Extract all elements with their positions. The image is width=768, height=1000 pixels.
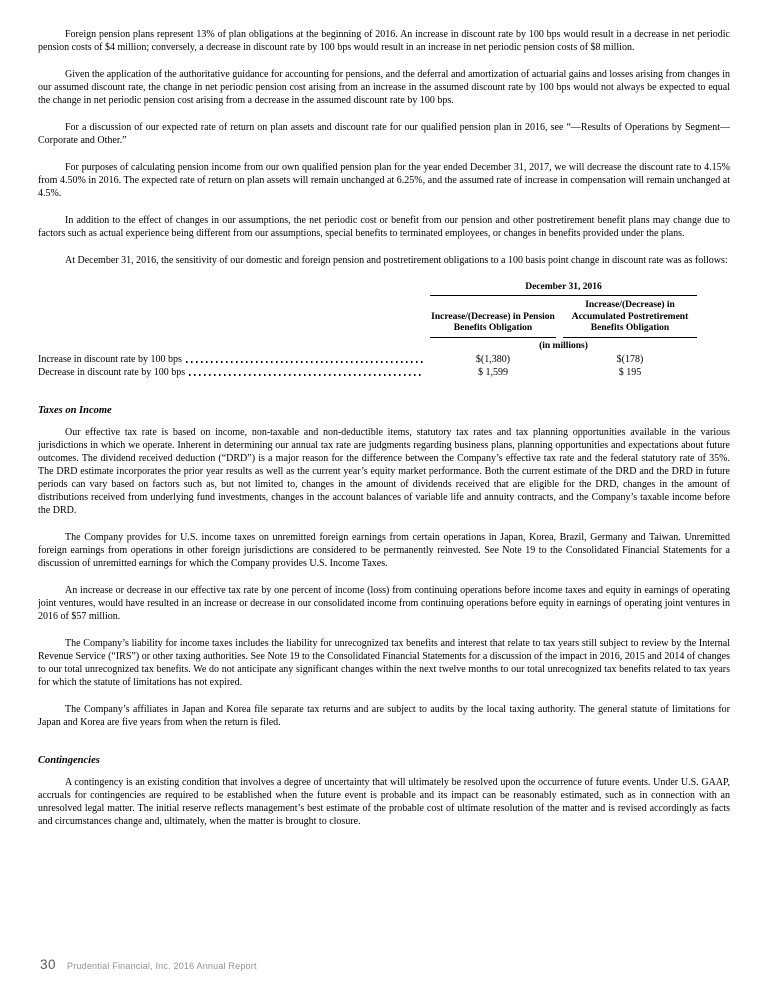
row-label: Increase in discount rate by 100 bps: [38, 353, 182, 365]
page-footer: [40, 957, 257, 972]
leader-dots: [186, 361, 424, 363]
value-postretirement: $(178): [616, 353, 644, 365]
heading-taxes-on-income: Taxes on Income: [38, 404, 112, 416]
table-row: [38, 366, 730, 379]
column-header-postretirement: Increase/(Decrease) in Accumulated Postretirement Benefits Obligation: [563, 300, 697, 338]
paragraph-at-december: At December 31, 2016, the sensitivity of our domestic and foreign pension and postretirement obligations to a 100 basis point change in discount rate was as follows:: [65, 255, 728, 266]
heading-contingencies: Contingencies: [38, 754, 100, 766]
column-header-pension: Increase/(Decrease) in Pension Benefits Obligation: [430, 312, 556, 338]
paragraph-tax-one-percent: An increase or decrease in our effective tax rate by one percent of income (loss) from continuing operations before income taxes and equity in earnings of operating joint ventures, would have resulted in an increase or decrease in our consolidated income from continuing operations before equity in earnings of operating joint ventures in 2016 of $57 million.: [38, 584, 730, 622]
leader-dots: [189, 374, 424, 376]
table-row: [38, 353, 730, 366]
paragraph-for-purposes: For purposes of calculating pension income from our own qualified pension plan for the year ended December 31, 2017, we will decrease the discount rate to 4.15% from 4.50% in 2016. The expected rate of return on plan assets will remain unchanged at 6.25%, and the assumed rate of increase in compensation will remain unchanged at 4.5%.: [38, 162, 730, 199]
value-postretirement: $ 195: [618, 366, 642, 378]
paragraph-in-addition: In addition to the effect of changes in our assumptions, the net periodic cost or benefit from our pension and other postretirement benefit plans may change due to factors such as actual experience being different from our assumptions, special benefits to terminated employees, or changes in benefits provided under the plans.: [38, 215, 730, 239]
page-number: 30: [40, 957, 57, 972]
row-label-zone: [38, 366, 430, 379]
sensitivity-table: [38, 281, 730, 379]
table-column-headers: [430, 300, 697, 338]
paragraph-tax-liability: The Company’s liability for income taxes includes the liability for unrecognized tax benefits and interest that relate to tax years still subject to review by the Internal Revenue Service (“IRS”) or other taxing authorities. See Note 19 to the Consolidated Financial Statements for a discussion of the impact in 2016, 2015 and 2014 of changes to our total unrecognized tax benefits. We do not anticipate any significant changes within the next twelve months to our total unrecognized tax benefits related to tax years for which the statute of limitations has not expired.: [38, 637, 730, 688]
value-pension: $ 1,599: [478, 366, 508, 378]
table-units-note: (in millions): [539, 340, 588, 351]
paragraph-given-application: Given the application of the authoritative guidance for accounting for pensions, and the deferral and amortization of actuarial gains and losses arising from changes in our assumed discount rate, the change in net periodic pension cost arising from an increase in the assumed discount rate by 100 bps would not always be expected to equal the change in net periodic pension cost arising from a decrease in the assumed discount rate by 100 bps.: [38, 69, 730, 106]
value-pension: $(1,380): [475, 353, 511, 365]
paragraph-tax-affiliates: The Company’s affiliates in Japan and Korea file separate tax returns and are subject to audits by the local taxing authority. The general statute of limitations for Japan and Korea are five years from when the return is filed.: [38, 703, 730, 728]
paragraph-foreign-pension: Foreign pension plans represent 13% of plan obligations at the beginning of 2016. An increase in discount rate by 100 bps would result in a decrease in net periodic pension costs of $4 million; conversely, a decrease in discount rate by 100 bps would result in an increase in net periodic pension costs of $8 million.: [38, 29, 730, 53]
paragraph-contingency: A contingency is an existing condition that involves a degree of uncertainty that will ultimately be resolved upon the occurrence of future events. Under U.S. GAAP, accruals for contingencies are required to be established when the future event is probable and its impact can be reasonably estimated, such as in connection with an unresolved legal matter. The initial reserve reflects management’s best estimate of the probable cost of ultimate resolution of the matter and is revised accordingly as facts and circumstances change and, ultimately, when the matter is brought to closure.: [38, 776, 730, 827]
report-title: Prudential Financial, Inc. 2016 Annual Report: [67, 961, 257, 971]
paragraph-tax-unremitted: The Company provides for U.S. income taxes on unremitted foreign earnings from certain operations in Japan, Korea, Brazil, Germany and Taiwan. Unremitted foreign earnings from operations in other foreign jurisdictions are considered to be permanently reinvested. See Note 19 to the Consolidated Financial Statements for a discussion of unremitted earnings for which the Company provides U.S. Income Taxes.: [38, 531, 730, 569]
sensitivity-table-header: [430, 281, 697, 353]
paragraph-for-discussion: For a discussion of our expected rate of return on plan assets and discount rate for our qualified pension plan in 2016, see “—Results of Operations by Segment—Corporate and Other.”: [38, 122, 730, 146]
row-label: Decrease in discount rate by 100 bps: [38, 366, 186, 378]
paragraph-tax-effective-rate: Our effective tax rate is based on income, non-taxable and non-deductible items, statutory tax rates and tax planning opportunities available in the various jurisdictions in which we operate. Inherent in determining our annual tax rate are judgments regarding business plans, planning opportunities and expectations about future outcomes. The dividend received deduction (“DRD”) is a major reason for the difference between the Company’s effective tax rate and the federal statutory rate of 35%. The DRD estimate incorporates the prior year results as well as the current year’s equity market performance. Both the current estimate of the DRD and the DRD in future periods can vary based on factors such as, but not limited to, changes in the amount of dividends received that are eligible for the DRD, changes in the amount of distributions received from underlying fund investments, changes in the account balances of variable life and annuity contracts, and the Company’s taxable income before the DRD.: [38, 426, 730, 516]
table-period-header: December 31, 2016: [430, 281, 697, 296]
row-label-zone: [38, 353, 430, 366]
